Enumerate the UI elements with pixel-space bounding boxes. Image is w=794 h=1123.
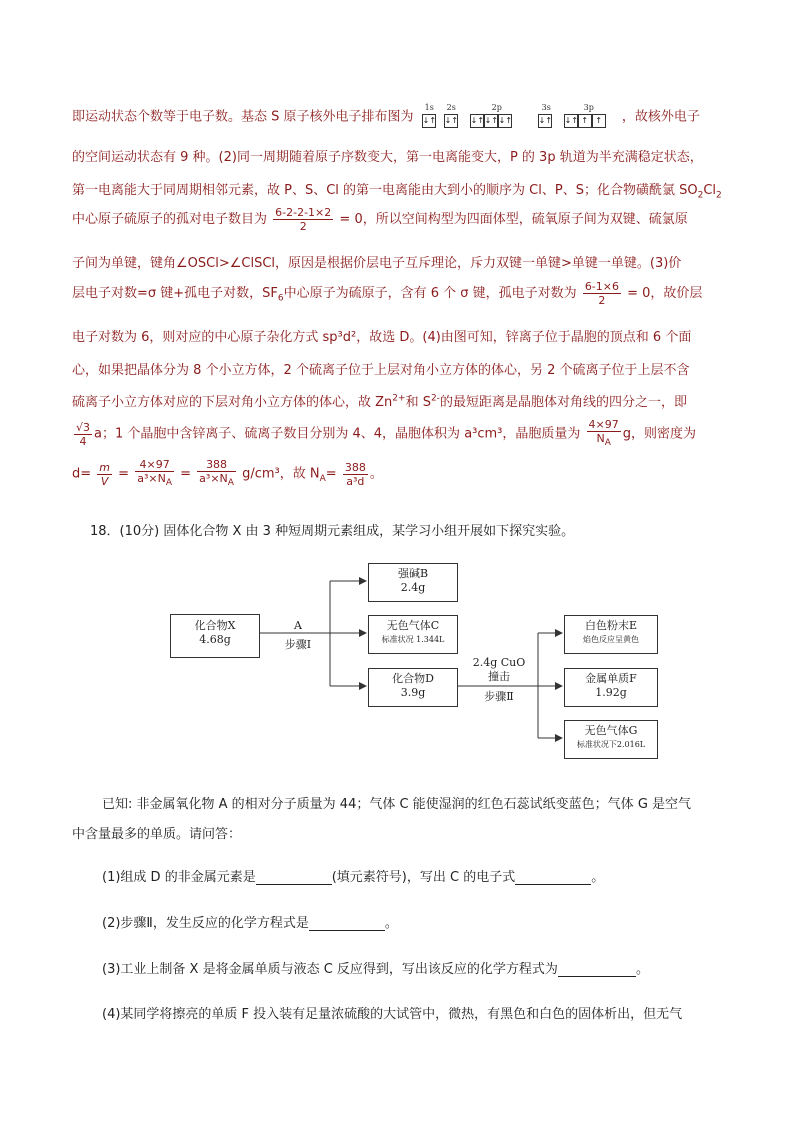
answer-line-2: 的空间运动状态有 9 种。(2)同一周期随着原子序数变大，第一电离能变大，P 的 3p 轨道为半充满稳定状态， — [72, 150, 703, 165]
subscript: A — [227, 478, 234, 489]
subscript: A — [604, 438, 611, 449]
subscript: A — [165, 478, 172, 489]
fraction-denominator: a³d — [346, 474, 365, 488]
edge-label-cuo: 2.4g CuO — [472, 656, 526, 669]
answer-line-5: 子间为单键，键角∠OSCl>∠ClSCl，原因是根据价层电子互斥理论，斥力双键一单键>单键一单键。(3)价 — [72, 256, 682, 271]
subscript: 2 — [697, 190, 704, 201]
fraction-numerator: 4×97 — [588, 418, 619, 431]
answer-text: Cl — [703, 183, 717, 198]
question-3 — [102, 958, 649, 977]
known-line-1: 已知: 非金属氧化物 A 的相对分子质量为 44；气体 C 能使湿润的红色石蕊试纸变蓝色；气体 G 是空气 — [102, 797, 692, 812]
node-value: 1.92g — [595, 686, 627, 699]
answer-line-10 — [72, 418, 696, 450]
equals-sign: = — [180, 466, 192, 482]
answer-text: 层电子对数=σ 键+孤电子对数，SF — [72, 286, 278, 301]
answer-blank-1a[interactable] — [256, 872, 332, 885]
node-label: 化合物D — [392, 672, 434, 685]
subscript: 2 — [716, 190, 722, 201]
fraction-numerator: 388 — [197, 458, 236, 472]
answer-text: = 0，故价层 — [627, 286, 703, 301]
answer-text: 的最短距离是晶胞体对角线的四分之一，即 — [439, 395, 687, 410]
orbital-box: ↓↑ — [484, 114, 498, 128]
node-strong-base-b — [368, 563, 458, 602]
orbital-label: 1s — [424, 103, 434, 112]
fraction-denominator-text: a³×N — [199, 472, 228, 485]
orbital-box: ↓↑ — [422, 114, 436, 128]
fraction-denominator — [135, 472, 174, 490]
fraction-denominator: 2 — [299, 220, 307, 233]
fraction-denominator-text: N — [596, 432, 605, 445]
node-compound-d — [368, 668, 458, 707]
question-2 — [102, 912, 398, 931]
fraction-denominator: V — [100, 474, 109, 488]
subscript: A — [319, 474, 326, 485]
answer-text: a；1 个晶胞中含锌离子、硫离子数目分别为 4、4，晶胞体积为 a³cm³，晶胞质量为 — [94, 426, 581, 442]
question-18-title: 18．(10分) 固体化合物 X 由 3 种短周期元素组成，某学习小组开展如下探究实验。 — [90, 524, 575, 539]
fraction — [197, 458, 236, 490]
fraction — [343, 461, 368, 488]
question-text: (1)组成 D 的非金属元素是 — [102, 870, 256, 885]
node-note: 焰色反应呈黄色 — [583, 635, 639, 644]
question-text: 。 — [635, 962, 649, 977]
edge-label-step1: 步骤Ⅰ — [284, 638, 312, 651]
answer-blank-3[interactable] — [558, 964, 636, 977]
answer-text: 硫离子小立方体对应的下层对角小立方体的体心，故 Zn — [72, 395, 393, 410]
orbital-diagram — [420, 104, 616, 130]
superscript: 2- — [430, 393, 440, 404]
answer-blank-1b[interactable] — [515, 872, 591, 885]
node-value: 4.68g — [199, 633, 231, 646]
answer-text: 中心原子为硫原子，含有 6 个 σ 键，孤电子对数为 — [283, 286, 577, 301]
fraction-numerator: √3 — [76, 420, 91, 434]
orbital-box: ↓↑ — [538, 114, 552, 128]
fraction-denominator-text: a³×N — [137, 472, 166, 485]
fraction — [74, 421, 92, 448]
question-1 — [102, 866, 604, 885]
orbital-label: 2p — [491, 103, 502, 112]
answer-line-3 — [72, 179, 722, 201]
node-value: 2.4g — [400, 581, 426, 594]
answer-text: g，则密度为 — [622, 426, 697, 442]
fraction-numerator: m — [99, 460, 111, 474]
subscript: 6 — [277, 293, 284, 304]
fraction-numerator: 6-2-2-1×2 — [275, 206, 332, 219]
answer-text: g/cm³，故 N — [242, 466, 320, 482]
node-label: 强碱B — [397, 567, 429, 580]
fraction-denominator: 4 — [79, 434, 87, 448]
answer-line-11 — [72, 458, 383, 490]
orbital-box: ↓↑ — [564, 114, 578, 128]
answer-line-8: 心，如果把晶体分为 8 个小立方体，2 个硫离子位于上层对角小立方体的体心，另 2 个硫离子位于上层不含 — [72, 363, 690, 378]
answer-text: ，故核外电子 — [621, 109, 700, 125]
answer-text: = 0，所以空间构型为四面体型，硫氧原子间为双键、硫氯原 — [339, 212, 688, 227]
node-compound-x — [170, 614, 260, 658]
node-note: 标准状况 1.344L — [381, 635, 445, 644]
orbital-box: ↓↑ — [470, 114, 484, 128]
fraction-numerator: 388 — [344, 460, 366, 474]
orbital-label: 3s — [541, 103, 551, 112]
node-label: 化合物X — [194, 619, 236, 632]
equals-sign: = — [325, 466, 337, 482]
answer-blank-2[interactable] — [309, 918, 385, 931]
orbital-box: ↑ — [578, 114, 592, 128]
orbital-label: 2s — [446, 103, 456, 112]
superscript: 2+ — [392, 393, 406, 404]
edge-label-a: A — [294, 619, 302, 632]
edge-label-step2: 步骤Ⅱ — [484, 690, 514, 703]
orbital-box: ↓↑ — [498, 114, 512, 128]
orbital-box: ↓↑ — [444, 114, 458, 128]
node-metal-f — [564, 668, 658, 707]
orbital-label: 3p — [583, 103, 594, 112]
node-label: 无色气体G — [584, 724, 638, 737]
node-label: 金属单质F — [585, 672, 637, 685]
node-gas-c — [368, 615, 458, 654]
answer-text: 和 S — [405, 395, 431, 410]
answer-line-1 — [72, 104, 700, 130]
answer-text: d= — [72, 466, 92, 482]
fraction-numerator: 4×97 — [135, 458, 174, 472]
fraction — [273, 206, 333, 233]
fraction — [587, 418, 621, 450]
fraction — [97, 461, 112, 488]
node-gas-g — [564, 720, 658, 759]
known-line-2: 中含量最多的单质。请问答： — [72, 827, 242, 842]
answer-text: 中心原子硫原子的孤对电子数目为 — [72, 212, 268, 227]
question-4: (4)某同学将擦亮的单质 F 投入装有足量浓硫酸的大试管中，微热，有黑色和白色的固体析出，但无气 — [102, 1007, 683, 1022]
question-text: 。 — [384, 916, 398, 931]
fraction — [583, 280, 621, 307]
node-white-powder-e — [564, 615, 658, 654]
node-label: 白色粉末E — [584, 619, 638, 632]
question-text: (3)工业上制备 X 是将金属单质与液态 C 反应得到，写出该反应的化学方程式为 — [102, 962, 558, 977]
answer-line-9 — [72, 391, 687, 410]
question-text: (2)步骤Ⅱ，发生反应的化学方程式是 — [102, 916, 309, 931]
equals-sign: = — [118, 466, 130, 482]
fraction — [135, 458, 174, 490]
fraction-denominator — [197, 472, 236, 490]
answer-text: 第一电离能大于同周期相邻元素，故 P、S、Cl 的第一电离能由大到小的顺序为 Cl、P、S；化合物磺酰氯 SO — [72, 183, 698, 198]
edge-label-impact: 撞击 — [488, 670, 510, 683]
fraction-numerator: 6-1×6 — [584, 280, 619, 293]
fraction-denominator: 2 — [598, 294, 606, 307]
answer-line-6 — [72, 280, 702, 307]
question-text: (填元素符号)，写出 C 的电子式 — [331, 870, 516, 885]
fraction-denominator — [587, 432, 621, 450]
orbital-box: ↑ — [592, 114, 606, 128]
answer-line-4 — [72, 206, 688, 233]
answer-text: 。 — [369, 466, 383, 482]
node-value: 3.9g — [400, 686, 426, 699]
answer-line-7: 电子对数为 6，则对应的中心原子杂化方式 sp³d²，故选 D。(4)由图可知，锌离子位于晶胞的顶点和 6 个面 — [72, 330, 692, 345]
answer-text: 即运动状态个数等于电子数。基态 S 原子核外电子排布图为 — [72, 109, 414, 125]
node-note: 标准状况下2.016L — [576, 740, 646, 749]
question-text: 。 — [591, 870, 605, 885]
node-label: 无色气体C — [386, 619, 440, 632]
